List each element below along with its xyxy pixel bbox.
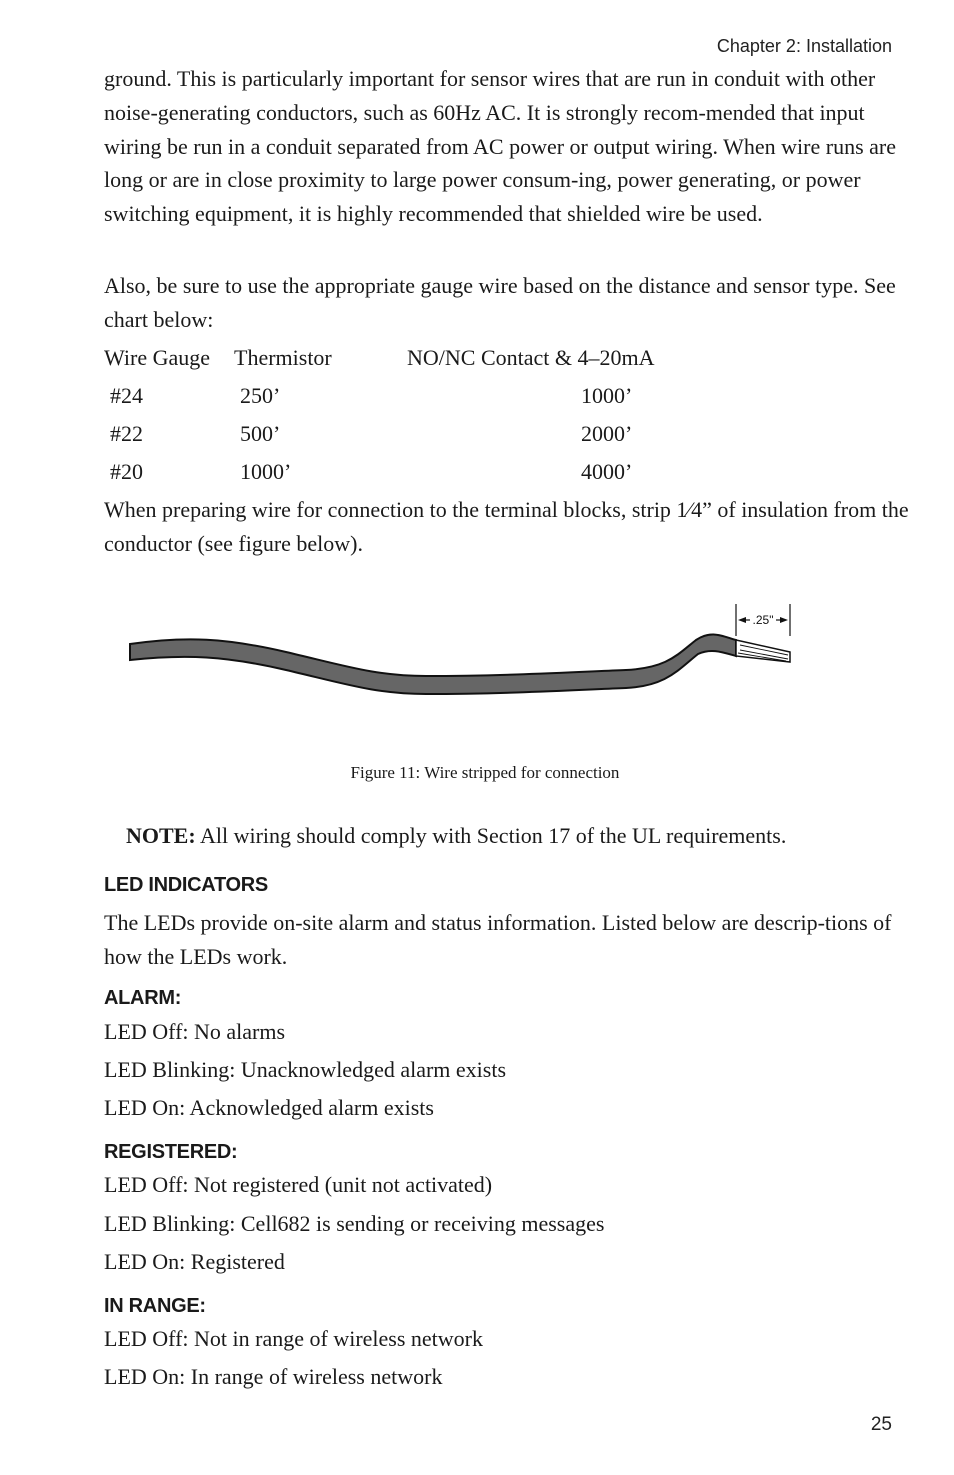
table-header-cell: Thermistor bbox=[234, 345, 332, 370]
table-cell: 4000’ bbox=[581, 459, 633, 484]
heading-in-range: IN RANGE: bbox=[104, 1295, 206, 1317]
table-cell: 1000’ bbox=[240, 459, 292, 484]
figure-caption: Figure 11: Wire stripped for connection bbox=[350, 763, 620, 782]
paragraph-gauge-intro: Also, be sure to use the appropriate gauge wire based on the distance and sensor type. See chart below: bbox=[104, 273, 896, 332]
page-number: 25 bbox=[870, 1414, 892, 1435]
table-header-cell: Wire Gauge bbox=[104, 345, 211, 370]
list-item: LED On: Registered bbox=[104, 1249, 285, 1274]
note bbox=[126, 823, 786, 849]
list-item: LED Off: Not registered (unit not activated) bbox=[104, 1172, 493, 1197]
note-label: NOTE: bbox=[126, 823, 196, 848]
list-item: LED Blinking: Unacknowledged alarm exists bbox=[104, 1057, 507, 1082]
bare-conductor bbox=[736, 640, 790, 662]
table-cell: 2000’ bbox=[581, 421, 633, 446]
list-item: LED Blinking: Cell682 is sending or receiving messages bbox=[104, 1211, 605, 1236]
paragraph-shielding: ground. This is particularly important for sensor wires that are run in conduit with other noise-generating conductors, such as 60Hz AC. It is strongly recom-mended that input wiring be run in a conduit separated from AC power or output wiring. When wire runs are long or are in close proximity to large power consum-ing, power generating, or power switching equipment, it is highly recommended that shielded wire be used. bbox=[104, 66, 896, 227]
heading-alarm: ALARM: bbox=[104, 987, 182, 1009]
heading-registered: REGISTERED: bbox=[104, 1141, 238, 1163]
table-cell: #20 bbox=[110, 459, 143, 484]
list-item: LED Off: No alarms bbox=[104, 1019, 286, 1044]
table-cell: #24 bbox=[110, 383, 143, 408]
heading-led-indicators: LED INDICATORS bbox=[104, 874, 268, 896]
wire-insulation bbox=[130, 635, 736, 694]
dimension-label: .25" bbox=[752, 613, 774, 627]
running-header: Chapter 2: Installation bbox=[716, 36, 892, 56]
table-header-cell: NO/NC Contact & 4–20mA bbox=[407, 345, 655, 370]
table-cell: #22 bbox=[110, 421, 143, 446]
list-item: LED On: Acknowledged alarm exists bbox=[104, 1095, 434, 1120]
table-cell: 500’ bbox=[240, 421, 281, 446]
list-item: LED Off: Not in range of wireless network bbox=[104, 1326, 483, 1351]
paragraph-strip-wire: When preparing wire for connection to the terminal blocks, strip 1⁄4” of insulation from the conductor (see figure below). bbox=[104, 497, 909, 556]
stripped-wire-figure bbox=[126, 600, 806, 710]
table-cell: 1000’ bbox=[581, 383, 633, 408]
list-item: LED On: In range of wireless network bbox=[104, 1364, 443, 1389]
paragraph-led-intro: The LEDs provide on-site alarm and status information. Listed below are descrip-tions of how the LEDs work. bbox=[104, 910, 892, 969]
table-cell: 250’ bbox=[240, 383, 281, 408]
note-text: All wiring should comply with Section 17 of the UL requirements. bbox=[195, 823, 787, 848]
